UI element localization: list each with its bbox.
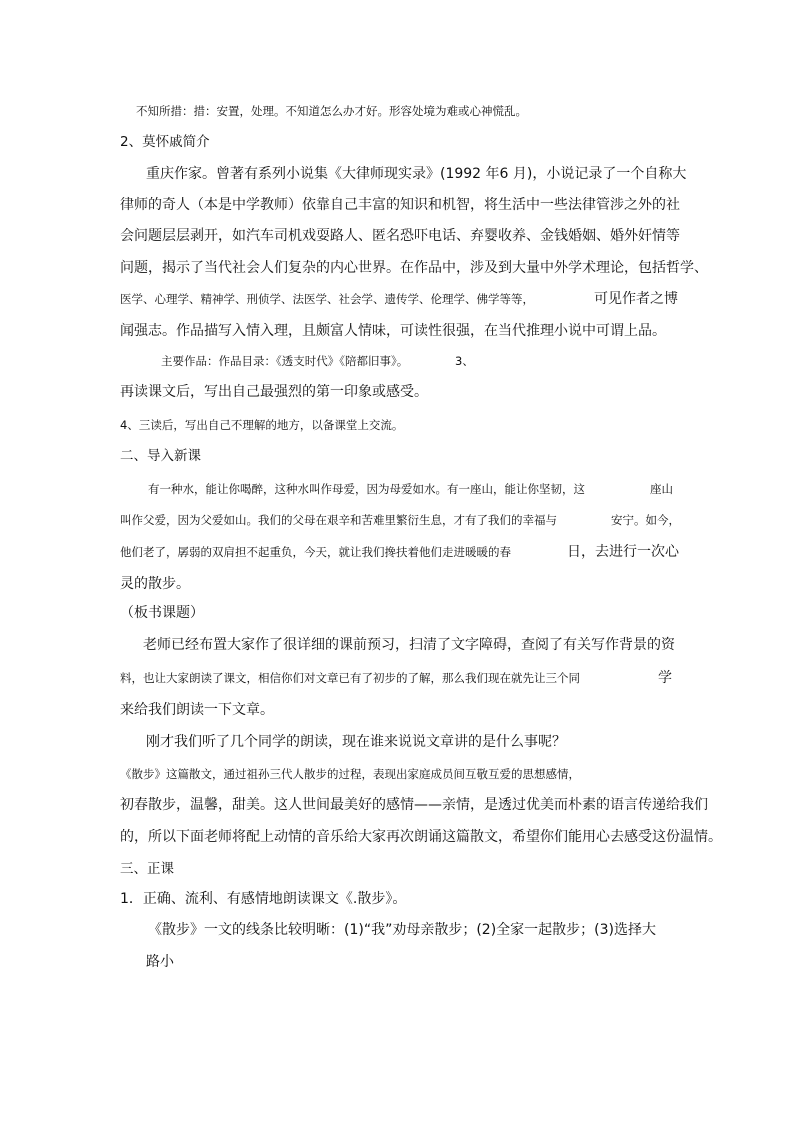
text-line: 不知所措：措：安置，处理。不知道怎么办才好。形容处境为难或心神慌乱。 — [136, 104, 527, 118]
text-line: 闻强志。作品描写入情入理，且颇富人情味，可读性很强，在当代推理小说中可谓上品。 — [120, 323, 666, 339]
text-line: 学 — [658, 670, 672, 686]
text-line: （板书课题） — [120, 605, 204, 621]
text-line: 可见作者之博 — [594, 291, 678, 307]
text-line: 《散步》这篇散文，通过祖孙三代人散步的过程，表现出家庭成员间互敬互爱的思想感情， — [120, 767, 580, 781]
text-line: 再读课文后，写出自己最强烈的第一印象或感受。 — [120, 384, 428, 400]
text-line: 灵的散步。 — [120, 576, 190, 592]
text-line: 日，去进行一次心 — [567, 544, 679, 560]
section-heading: 2、莫怀戚简介 — [120, 134, 210, 150]
text-line: 叫作父爱，因为父爱如山。我们的父母在艰辛和苦难里繁衍生息，才有了我们的幸福与 — [120, 513, 557, 527]
text-line: 医学、心理学、精神学、刑侦学、法医学、社会学、遗传学、伦理学、佛学等等， — [120, 292, 534, 306]
text-line: 料，也让大家朗读了课文，相信你们对文章已有了初步的了解，那么我们现在就先让三个同 — [120, 671, 580, 685]
text-line: 的，所以下面老师将配上动情的音乐给大家再次朗诵这篇散文，希望你们能用心去感受这份温情。 — [120, 829, 722, 845]
text-line: 有一种水，能让你喝醉，这种水叫作母爱，因为母爱如水。有一座山，能让你坚韧，这 — [148, 482, 585, 496]
text-line: 3、 — [455, 354, 474, 368]
text-line: 会问题层层剥开，如汽车司机戏耍路人、匿名恐吓电话、弃婴收养、金钱婚姻、婚外奸情等 — [120, 228, 680, 244]
text-line: 《散步》一文的线条比较明晰：(1)“我”劝母亲散步；(2)全家一起散步；(3)选择大 — [148, 922, 656, 938]
text-line: 主要作品：作品目录：《透支时代》《陪都旧事》。 — [161, 354, 409, 368]
section-heading: 二、导入新课 — [120, 448, 201, 464]
text-line: 初春散步，温馨，甜美。这人世间最美好的感情——亲情，是透过优美而朴素的语言传递给我们 — [120, 797, 708, 813]
text-line: 座山 — [650, 482, 673, 496]
text-line: 刚才我们听了几个同学的朗读，现在谁来说说文章讲的是什么事呢？ — [146, 734, 566, 750]
text-line: 律师的奇人（本是中学教师）依靠自己丰富的知识和机智，将生活中一些法律管涉之外的社 — [120, 197, 680, 213]
text-line: 问题，揭示了当代社会人们复杂的内心世界。在作品中，涉及到大量中外学术理论，包括哲学、 — [120, 260, 708, 276]
text-line: 1．正确、流利、有感情地朗读课文《.散步》。 — [120, 891, 407, 907]
text-line: 来给我们朗读一下文章。 — [120, 702, 274, 718]
text-line: 安宁。如今， — [611, 513, 680, 527]
section-heading: 三、正课 — [120, 861, 174, 877]
text-line: 老师已经布置大家作了很详细的课前预习，扫清了文字障碍，查阅了有关写作背景的资 — [143, 637, 675, 653]
text-line: 路小 — [146, 954, 174, 970]
text-line: 他们老了，孱弱的双肩担不起重负，今天，就让我们搀扶着他们走进暖暖的春 — [120, 545, 511, 559]
text-line: 4、三读后，写出自己不理解的地方，以备课堂上交流。 — [120, 418, 404, 432]
text-line: 重庆作家。曾著有系列小说集《大律师现实录》(1992 年6 月)，小说记录了一个自称大 — [146, 166, 687, 182]
